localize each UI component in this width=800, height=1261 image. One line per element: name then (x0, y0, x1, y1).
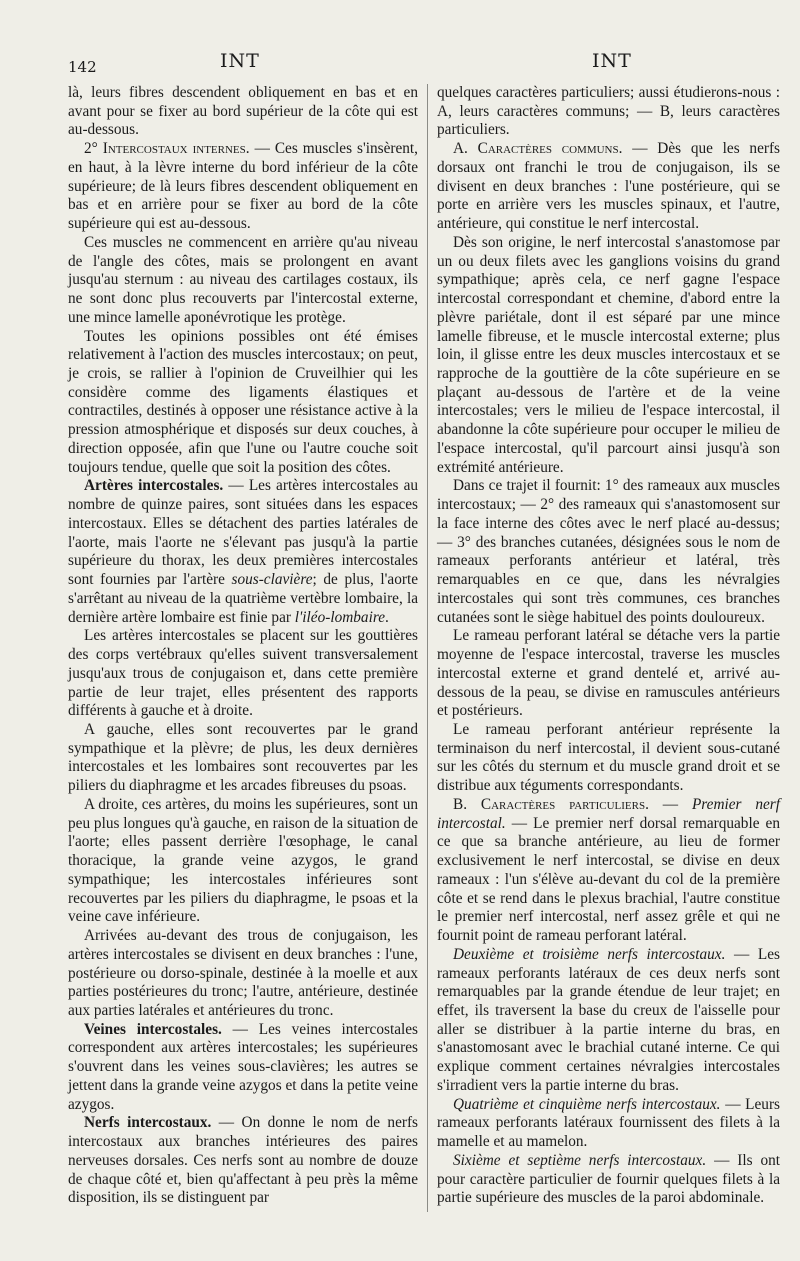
paragraph: Toutes les opinions possibles ont été émises relativement à l'action des muscles intercostaux; on peut, je crois, se rallier à l'opinion de Cruveilhier qui les considère comme des ligaments élastiques et contractiles, destinés à opposer une résistance active à la pression atmosphérique et disposés sur deux couches, à direction opposée, afin que l'une ou l'autre couche soit toujours tendue, quelle que soit la position des côtes. (68, 327, 418, 476)
paragraph: Le rameau perforant antérieur représente la terminaison du nerf intercostal, il devient sous-cutané sur les côtés du sternum et du muscle grand droit et se distribue aux téguments correspondants. (437, 720, 780, 795)
paragraph: là, leurs fibres descendent obliquement en bas et en avant pour se fixer au bord supérieur de la côte qui est au-dessous. (68, 84, 418, 139)
paragraph: Les artères intercostales se placent sur les gouttières des corps vertébraux qu'elles suivent transversalement jusqu'aux trous de conjugaison et, dans cette première partie de leur trajet, elles présentent des rapports différents à gauche et à droite. (68, 627, 418, 720)
paragraph: Veines intercostales. — Les veines intercostales correspondent aux artères intercostales; les supérieures s'ouvrent dans les veines sous-clavières; les autres se jettent dans la grande veine azygos et dans la petite veine azygos. (68, 1020, 418, 1113)
paragraph: quelques caractères particuliers; aussi étudierons-nous : A, leurs caractères communs; — B, leurs caractères particuliers. (437, 84, 780, 139)
paragraph: Deuxième et troisième nerfs intercostaux. — Les rameaux perforants latéraux de ces deux nerfs sont remarquables par la grande étendue de leur trajet; en effet, ils traversent la base du creux de l'aisselle pour aller se distribuer à la partie interne du bras, en s'anastomosant avec le brachial cutané interne. Ce qui explique comment certaines névralgies intercostales s'irradient vers la partie interne du bras. (437, 945, 780, 1094)
right-column (437, 84, 780, 1208)
paragraph: Quatrième et cinquième nerfs intercostaux. — Leurs rameaux perforants latéraux fournissent des filets à la mamelle et au mamelon. (437, 1095, 780, 1151)
section-heading: A. Caractères communs. (453, 140, 623, 158)
paragraph: A gauche, elles sont recouvertes par le grand sympathique et la plèvre; de plus, les deux dernières intercostales et les lombaires sont recouvertes par les piliers du diaphragme et les arcades fibreuses du psoas. (68, 720, 418, 795)
paragraph: Dans ce trajet il fournit: 1° des rameaux aux muscles intercostaux; — 2° des rameaux qui s'anastomosent sur la face interne des côtes avec le nerf placé au-dessus; — 3° des branches cutanées, désignées sous le nom de rameaux perforants antérieur et latéral, très remarquables en ce que, dans les névralgies intercostales qui sont très communes, ces branches cutanées sont le siège habituel des points douloureux. (437, 477, 780, 626)
section-heading: B. Caractères particuliers. (453, 795, 649, 813)
subsection-heading: Quatrième et cinquième nerfs intercostaux. (453, 1095, 721, 1113)
paragraph: A droite, ces artères, du moins les supérieures, sont un peu plus longues qu'à gauche, en raison de la situation de l'aorte; elles passent derrière l'œsophage, le canal thoracique, la grande veine azygos, le grand sympathique; les intercostales inférieures sont recouvertes par les piliers du diaphragme, le psoas et la veine cave inférieure. (68, 795, 418, 926)
paragraph: Nerfs intercostaux. — On donne le nom de nerfs intercostaux aux branches intérieures des paires nerveuses dorsales. Ces nerfs sont au nombre de douze de chaque côté et, bien qu'affectant à peu près la même disposition, ils se distinguent par (68, 1114, 418, 1207)
running-header (0, 50, 800, 80)
paragraph: B. Caractères particuliers. — Premier nerf intercostal. — Le premier nerf dorsal remarquable en ce que sa branche antérieure, au lieu de former exclusivement le nerf intercostal, se divise en deux rameaux : l'un s'élève au-devant du col de la première côte et se rend dans le plexus brachial, l'autre constitue le premier nerf intercostal, nerf assez grêle et qui ne fournit point de rameau perforant latéral. (437, 795, 780, 945)
column-divider (427, 84, 428, 1212)
paragraph: Ces muscles ne commencent en arrière qu'au niveau de l'angle des côtes, mais se prolongent en avant jusqu'au sternum : au niveau des cartilages costaux, ils ne sont donc plus recouverts par l'intercostal externe, une mince lamelle aponévrotique les protège. (68, 233, 418, 326)
header-right-title: INT (592, 50, 632, 72)
section-heading: Nerfs intercostaux. (84, 1114, 212, 1132)
page-number: 142 (68, 58, 97, 76)
paragraph: Dès son origine, le nerf intercostal s'anastomose par un ou deux filets avec les ganglions voisins du grand sympathique; après cela, ce nerf gagne l'espace intercostal correspondant et chemine, d'abord entre la plèvre pariétale, dont il est séparé par une mince lamelle fibreuse, et le muscle intercostal externe; plus loin, il glisse entre les deux muscles intercostaux et se rapproche de la gouttière de la côte supérieure en se plaçant au-dessous de l'artère et de la veine intercostales; vers le milieu de l'espace intercostal, il abandonne la côte supérieure pour occuper le milieu de l'espace intercostal, qu'il parcourt ainsi jusqu'à son extrémité antérieure. (437, 233, 780, 476)
subsection-heading: Deuxième et troisième nerfs intercostaux. (453, 945, 726, 963)
header-left-title: INT (220, 50, 260, 72)
paragraph: Sixième et septième nerfs intercostaux. — Ils ont pour caractère particulier de fournir quelques filets à la partie supérieure des muscles de la paroi abdominale. (437, 1151, 780, 1207)
section-heading: Artères intercostales. (84, 477, 224, 495)
left-column (68, 84, 418, 1208)
subsection-heading: Premier nerf intercostal. (437, 795, 780, 832)
section-heading: Veines intercostales. (84, 1020, 222, 1038)
paragraph: 2° Intercostaux internes. — Ces muscles s'insèrent, en haut, à la lèvre interne du bord inférieur de la côte supérieure; de là leurs fibres descendent obliquement en bas et en arrière pour se fixer au bord de la côte supérieure qui est au-dessous. (68, 140, 418, 233)
paragraph: Le rameau perforant latéral se détache vers la partie moyenne de l'espace intercostal, traverse les muscles intercostal externe et grand dentelé et, arrivé au-dessous de la peau, se divise en ramuscules antérieurs et postérieurs. (437, 627, 780, 720)
paragraph: A. Caractères communs. — Dès que les nerfs dorsaux ont franchi le trou de conjugaison, ils se divisent en deux branches : l'une postérieure, qui se porte en arrière vers les muscles spinaux, et l'autre, antérieure, qui constitue le nerf intercostal. (437, 140, 780, 233)
paragraph: Arrivées au-devant des trous de conjugaison, les artères intercostales se divisent en deux branches : l'une, postérieure ou dorso-spinale, destinée à la moelle et aux parties postérieures du tronc; l'autre, antérieure, destinée aux parties latérales et antérieures du tronc. (68, 927, 418, 1019)
subsection-heading: Sixième et septième nerfs intercostaux. (453, 1151, 707, 1169)
paragraph: Artères intercostales. — Les artères intercostales au nombre de quinze paires, sont situées dans les espaces intercostaux. Elles se détachent des parties latérales de l'aorte, mais l'aorte ne s'élevant pas jusqu'à la partie supérieure du thorax, les deux premières intercostales sont fournies par l'artère sous-clavière; de plus, l'aorte s'arrêtant au niveau de la quatrième vertèbre lombaire, la dernière artère lombaire est finie par l'iléo-lombaire. (68, 477, 419, 626)
section-heading: 2° Intercostaux internes. (84, 140, 250, 158)
